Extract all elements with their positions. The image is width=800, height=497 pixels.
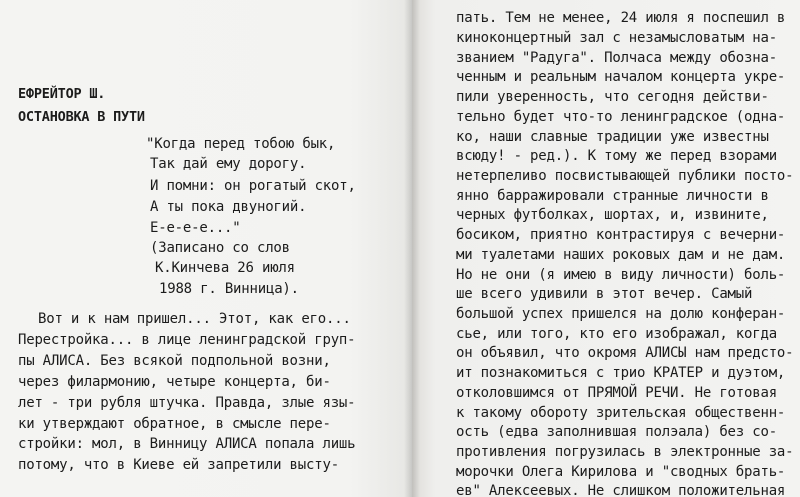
body-line: потому, что в Киеве ей запретили высту- <box>18 457 339 473</box>
body-line: сье, или того, кто его изображал, когда <box>456 326 777 342</box>
body-line: лет - три рубля штучка. Правда, злые язы- <box>18 395 356 411</box>
body-line: пы АЛИСА. Без всякой подпольной возни, <box>18 353 331 369</box>
body-line: нетерпеливо посвистывающей публики посто- <box>456 168 794 184</box>
body-line: пили уверенность, что сегодня действи- <box>456 89 769 105</box>
body-line: через филармонию, четыре концерта, би- <box>18 374 331 390</box>
body-line: Вот и к нам пришел... Этот, как его... <box>38 311 351 327</box>
body-line: ченным и реальным началом концерта укре- <box>456 69 786 85</box>
body-line: ость (едва заполнившая полэала) без со- <box>456 424 777 440</box>
epigraph-line: И помни: он рогатый скот, <box>150 178 356 194</box>
body-line: ми туалетами наших роковых дам и не дам. <box>456 247 786 263</box>
body-line: Перестройка... в лице ленинградской груп- <box>18 332 356 348</box>
body-line: ки утверждают обратное, в смысле пере- <box>18 416 331 432</box>
body-line: тельно будет что-то ленинградское (одна- <box>456 109 786 125</box>
epigraph-line: Так дай ему дорогу. <box>150 156 307 172</box>
epigraph-line: (Записано со слов <box>150 240 290 256</box>
epigraph-line: 1988 г. Винница). <box>159 281 299 297</box>
body-line: киноконцертный зал с незамысловатым на- <box>456 30 777 46</box>
body-line: морочки Олега Кирилова и "сводных брать- <box>456 464 786 480</box>
body-line: противления погрузилась в электронные за- <box>456 444 794 460</box>
body-line: черных футболках, шортах, и, извините, <box>456 207 769 223</box>
body-line: званием "Радуга". Полчаса между обозна- <box>456 50 777 66</box>
body-line: босиком, приятно контрастируя с вечерни- <box>456 227 786 243</box>
body-line: к такому обороту зрительская общественн- <box>456 405 786 421</box>
epigraph-line: Е-е-е-е..." <box>150 220 241 236</box>
epigraph-line: "Когда перед тобою бык, <box>146 136 336 152</box>
body-line: ев" Алексеевых. Не слишком положительная <box>456 483 786 497</box>
body-line: янно барражировали странные личности в <box>456 188 769 204</box>
page-gutter <box>404 0 420 497</box>
epigraph-line: К.Кинчева 26 июля <box>155 260 295 276</box>
body-line: пать. Тем не менее, 24 июля я поспешил в <box>456 10 786 26</box>
body-line: он объявил, что окромя АЛИСЫ нам предсто- <box>456 345 794 361</box>
article-title: ОСТАНОВКА В ПУТИ <box>18 109 145 125</box>
right-page <box>412 0 800 497</box>
epigraph-line: А ты пока двуногий. <box>150 199 307 215</box>
body-line: ко, наши славные традиции уже известны <box>456 129 769 145</box>
body-line: большой успех пришелся на долю конферан- <box>456 306 786 322</box>
body-line: всюду! - ред.). К тому же перед взорами <box>456 148 777 164</box>
body-line: отколовшимся от ПРЯМОЙ РЕЧИ. Не готовая <box>456 385 777 401</box>
article-author: ЕФРЕЙТОР Ш. <box>18 86 106 102</box>
body-line: Но не они (я имею в виду личности) боль- <box>456 267 786 283</box>
body-line: ше всего удивили в этот вечер. Самый <box>456 286 753 302</box>
body-line: ит познакомиться с трио КРАТЕР и дуэтом, <box>456 365 786 381</box>
body-line: стройки: мол, в Винницу АЛИСА попала лишь <box>18 436 356 452</box>
